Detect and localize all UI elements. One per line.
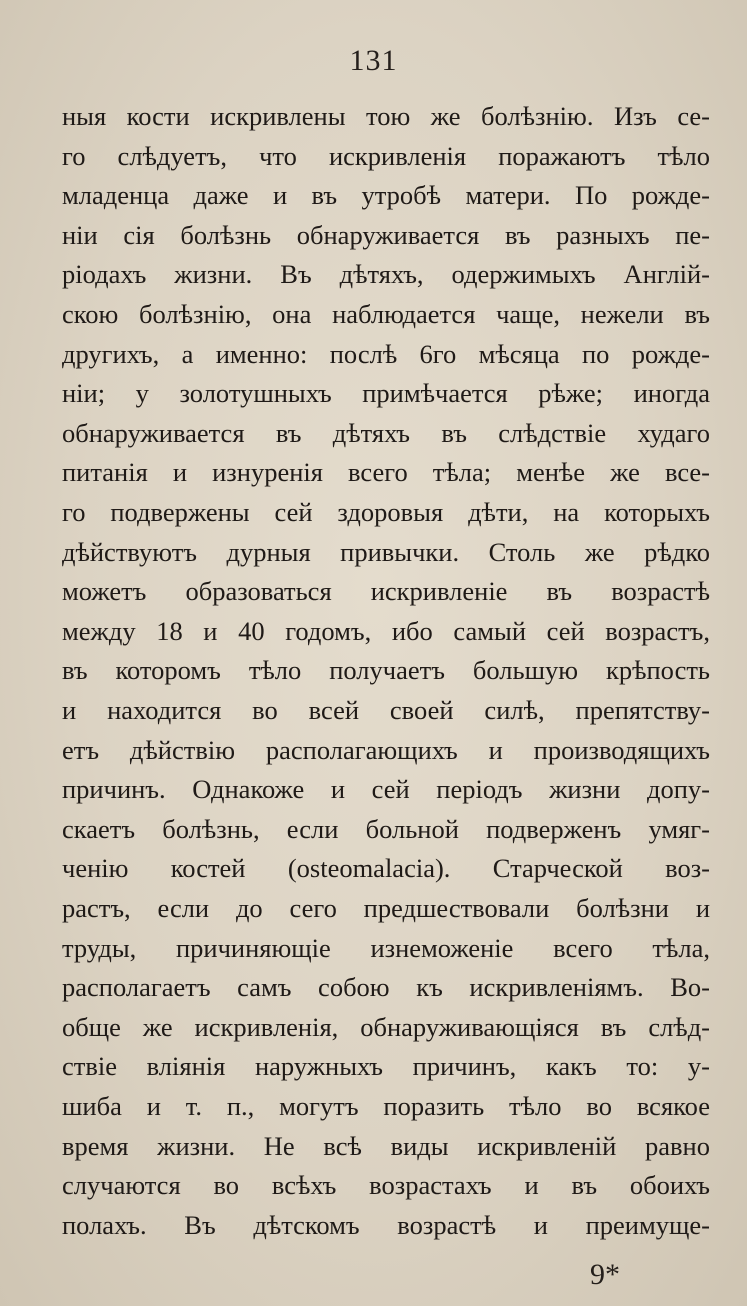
text-line: между 18 и 40 годомъ, ибо самый сей возрастъ, bbox=[62, 615, 710, 646]
text-line: ныя кости искривлены тою же болѣзнію. Изъ се- bbox=[62, 101, 710, 131]
text-line: и находится во всей своей силѣ, препятству- bbox=[62, 695, 710, 725]
text-line: скаетъ болѣзнь, если больной подверженъ умяг- bbox=[62, 813, 710, 844]
text-line: ствіе вліянія наружныхъ причинъ, какъ то: у- bbox=[62, 1051, 710, 1082]
text-line: время жизни. Не всѣ виды искривленій равно bbox=[62, 1130, 710, 1161]
text-line: ніи; у золотушныхъ примѣчается рѣже; иногда bbox=[62, 378, 710, 409]
page-number: 131 bbox=[349, 44, 398, 77]
text-line: растъ, если до сего предшествовали болѣзни и bbox=[62, 893, 710, 923]
text-line: младенца даже и въ утробѣ матери. По рожде- bbox=[62, 180, 710, 211]
text-line: располагаетъ самъ собою къ искривленіямъ. Во- bbox=[62, 972, 710, 1003]
text-line: ченію костей (osteomalacia). Старческой воз- bbox=[62, 853, 710, 884]
text-line: въ которомъ тѣло получаетъ большую крѣпость bbox=[62, 655, 710, 686]
text-line: ріодахъ жизни. Въ дѣтяхъ, одержимыхъ Англій- bbox=[62, 259, 710, 290]
text-line: можетъ образоваться искривленіе въ возрастѣ bbox=[62, 576, 710, 607]
text-line: етъ дѣйствію располагающихъ и производящихъ bbox=[62, 734, 710, 765]
signature-mark: 9* bbox=[590, 1258, 620, 1291]
text-line: го подвержены сей здоровыя дѣти, на которыхъ bbox=[62, 497, 710, 527]
text-line: ніи сія болѣзнь обнаруживается въ разныхъ пе- bbox=[62, 219, 710, 250]
text-line: шиба и т. п., могутъ поразить тѣло во всякое bbox=[62, 1091, 710, 1121]
text-line: обще же искривленія, обнаруживающіяся въ слѣд- bbox=[62, 1011, 710, 1042]
text-line: скою болѣзнію, она наблюдается чаще, нежели въ bbox=[62, 299, 710, 329]
text-line: труды, причиняющіе изнеможеніе всего тѣла, bbox=[62, 932, 710, 963]
text-line: другихъ, а именно: послѣ 6го мѣсяца по рожде- bbox=[62, 338, 710, 369]
text-line: питанія и изнуренія всего тѣла; менѣе же все- bbox=[62, 457, 710, 488]
text-line: обнаруживается въ дѣтяхъ въ слѣдствіе худаго bbox=[62, 417, 710, 448]
text-line: го слѣдуетъ, что искривленія поражаютъ тѣло bbox=[62, 140, 710, 171]
text-line: причинъ. Однакоже и сей періодъ жизни допу- bbox=[62, 774, 710, 805]
text-line: случаются во всѣхъ возрастахъ и въ обоихъ bbox=[62, 1170, 710, 1201]
text-line: дѣйствуютъ дурныя привычки. Столь же рѣдко bbox=[62, 536, 710, 567]
text-line: полахъ. Въ дѣтскомъ возрастѣ и преимуще- bbox=[62, 1209, 710, 1240]
